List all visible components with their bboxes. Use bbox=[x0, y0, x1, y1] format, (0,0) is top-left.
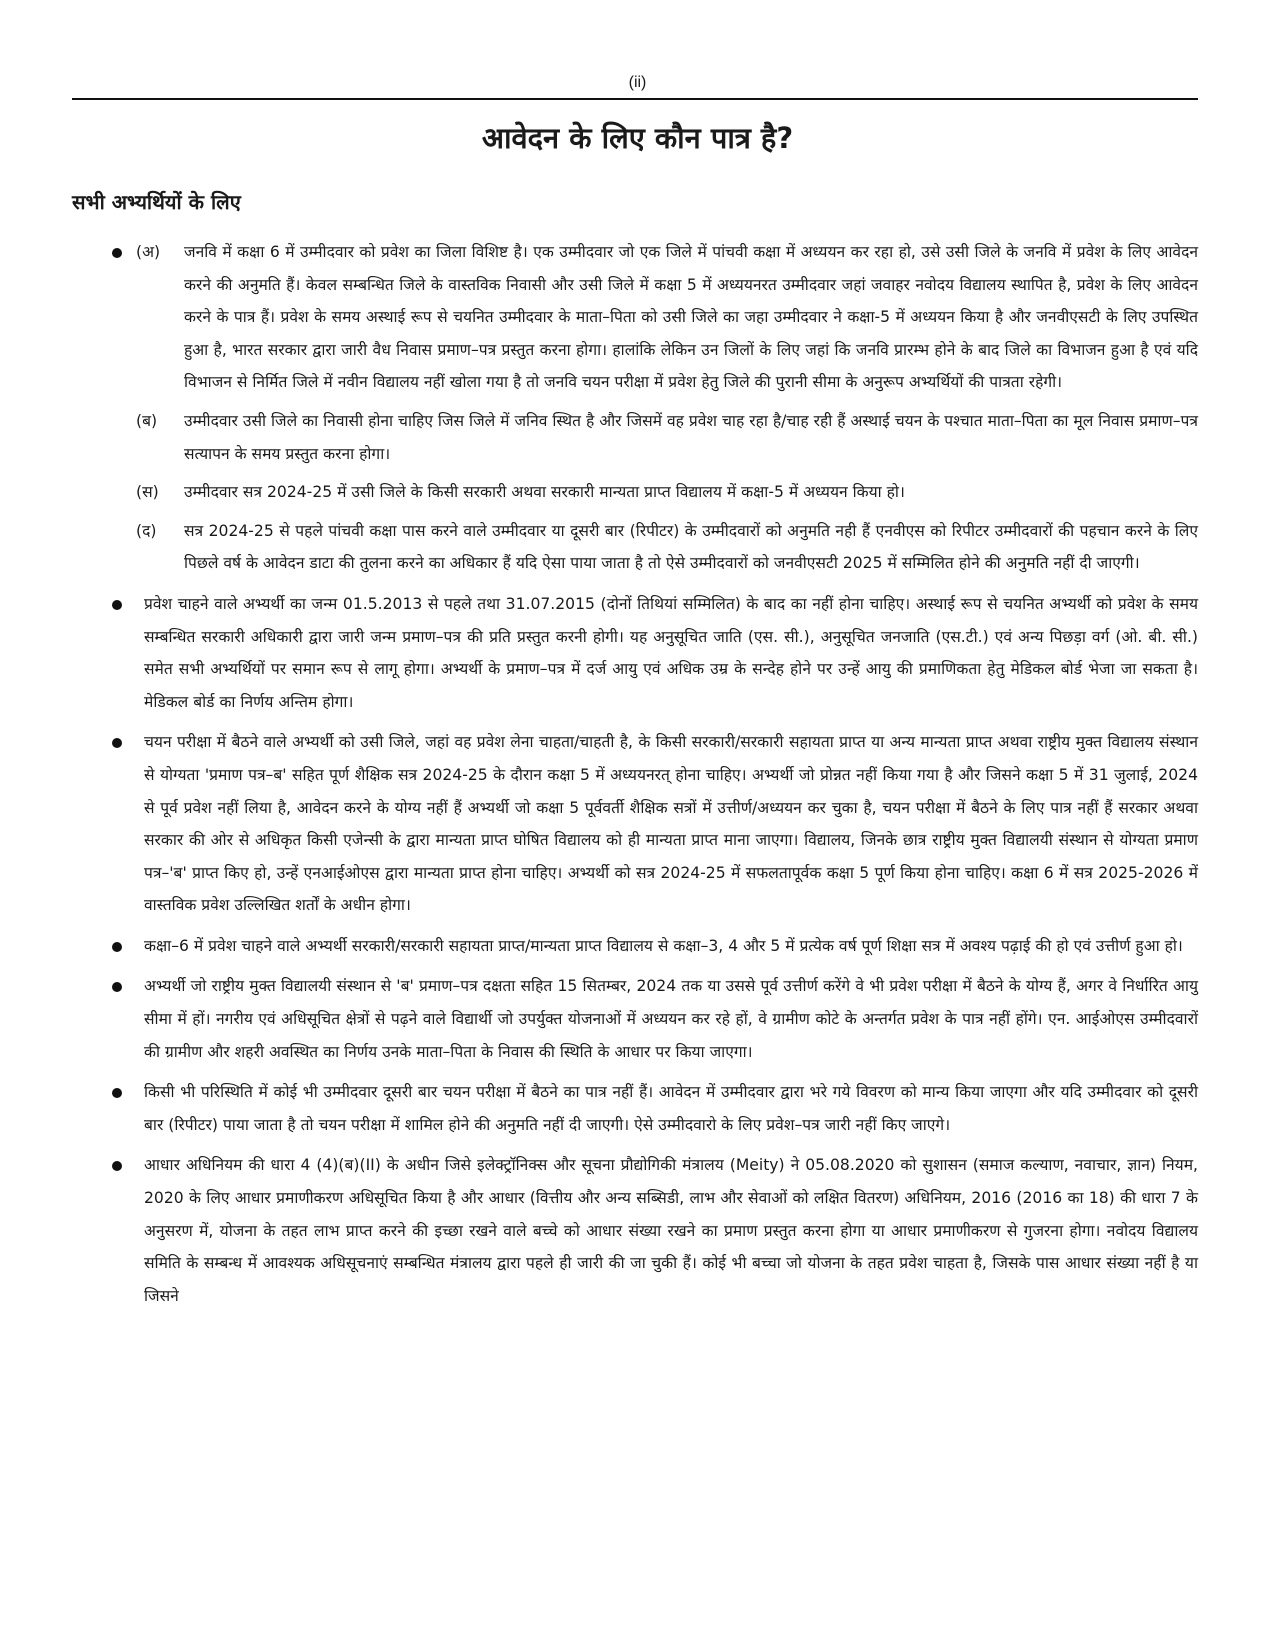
clause-text: उम्मीदवार उसी जिले का निवासी होना चाहिए जिस जिले में जनिव स्थित है और जिसमें वह प्रवेश चाह रहा है/चाह रही हैं अस्थाई चयन के पश्चात माता–पिता का मूल निवास प्रमाण–पत्र सत्यापन के समय प्रस्तुत करना होगा। bbox=[184, 411, 1198, 463]
bullet-icon bbox=[112, 982, 122, 992]
header-rule bbox=[72, 98, 1198, 100]
rule-class-5-study bbox=[118, 726, 1198, 922]
clause-marker: (ब) bbox=[136, 411, 158, 430]
bullet-icon bbox=[112, 1161, 122, 1171]
section-heading: सभी अभ्यर्थियों के लिए bbox=[72, 190, 241, 214]
rule-text: आधार अधिनियम की धारा 4 (4)(ब)(II) के अधीन जिसे इलेक्ट्रॉनिक्स और सूचना प्रौद्योगिकी मंत्रालय (Meity) ने 05.08.2020 को सुशासन (समाज कल्याण, नवाचार, ज्ञान) नियम, 2020 के लिए आधार प्रमाणीकरण अधिसूचित किया है और आधार (वित्तीय और अन्य सब्सिडी, लाभ और सेवाओं को लक्षित वितरण) अधिनियम, 2016 (2016 का 18) की धारा 7 के अनुसरण में, योजना के तहत लाभ प्राप्त करने की इच्छा रखने वाले बच्चे को आधार संख्या रखने का प्रमाण प्रस्तुत करना होगा या आधार प्रमाणीकरण से गुजरना होगा। नवोदय विद्यालय समिति के सम्बन्ध में आवश्यक अधिसूचनाएं सम्बन्धित मंत्रालय द्वारा पहले ही जारी की जा चुकी हैं। कोई भी बच्चा जो योजना के तहत प्रवेश चाहता है, जिसके पास आधार संख्या नहीं है या जिसने bbox=[144, 1156, 1198, 1305]
clause-marker: (अ) bbox=[136, 243, 161, 261]
clause-text: जनवि में कक्षा 6 में उम्मीदवार को प्रवेश का जिला विशिष्ट है। एक उम्मीदवार जो एक जिले में पांचवी कक्षा में अध्ययन कर रहा हो, उसे उसी जिले के जनवि में प्रवेश के लिए आवेदन करने की अनुमति हैं। केवल सम्बन्धित जिले के वास्तविक निवासी और उसी जिले में कक्षा 5 में अध्ययनरत उम्मीदवार जहां जवाहर नवोदय विद्यालय स्थापित है, प्रवेश के लिए आवेदन करने के पात्र हैं। प्रवेश के समय अस्थाई रूप से चयनित उम्मीदवार के माता–पिता को उसी जिले का जहा उम्मीदवार ने कक्षा-5 में अध्ययन किया है और जनवीएसटी के लिए उपस्थित हुआ है, भारत सरकार द्वारा जारी वैध निवास प्रमाण–पत्र प्रस्तुत करना होगा। हालांकि लेकिन उन जिलों के लिए जहां कि जनवि प्रारम्भ होने के बाद जिले का विभाजन हुआ है एवं यदि विभाजन से निर्मित जिले में नवीन विद्यालय नहीं खोला गया है तो जनवि चयन परीक्षा में प्रवेश हेतु जिले की पुरानी सीमा के अनुरूप अभ्यर्थियों की पात्रता रहेगी। bbox=[184, 243, 1198, 392]
eligibility-clause-b bbox=[118, 405, 1198, 470]
page-number: (ii) bbox=[628, 74, 647, 91]
rule-text: चयन परीक्षा में बैठने वाले अभ्यर्थी को उसी जिले, जहां वह प्रवेश लेना चाहता/चाहती है, के किसी सरकारी/सरकारी सहायता प्राप्त या अन्य मान्यता प्राप्त अथवा राष्ट्रीय मुक्त विद्यालय संस्थान से योग्यता 'प्रमाण पत्र–ब' सहित पूर्ण शैक्षिक सत्र 2024-25 के दौरान कक्षा 5 में अध्ययनरत् होना चाहिए। अभ्यर्थी जो प्रोन्नत नहीं किया गया है और जिसने कक्षा 5 में 31 जुलाई, 2024 से पूर्व प्रवेश नहीं लिया है, आवेदन करने के योग्य नहीं हैं अभ्यर्थी जो कक्षा 5 पूर्ववर्ती शैक्षिक सत्रों में उत्तीर्ण/अध्ययन कर चुका है, चयन परीक्षा में बैठने के लिए पात्र नहीं हैं सरकार अथवा सरकार की ओर से अधिकृत किसी एजेन्सी के द्वारा मान्यता प्राप्त घोषित विद्यालय को ही मान्यता प्राप्त माना जाएगा। विद्यालय, जिनके छात्र राष्ट्रीय मुक्त विद्यालयी संस्थान से योग्यता प्रमाण पत्र–'ब' प्राप्त किए हो, उन्हें एनआईओएस द्वारा मान्यता प्राप्त होना चाहिए। अभ्यर्थी को सत्र 2024-25 में सफलतापूर्वक कक्षा 5 पूर्ण किया होना चाहिए। कक्षा 6 में सत्र 2025-2026 में वास्तविक प्रवेश उल्लिखित शर्तों के अधीन होगा। bbox=[144, 733, 1198, 915]
rule-classes-3-4-5 bbox=[118, 930, 1198, 963]
rule-no-repeaters bbox=[118, 1076, 1198, 1141]
eligibility-content bbox=[118, 236, 1198, 1312]
rule-text: कक्षा–6 में प्रवेश चाहने वाले अभ्यर्थी सरकारी/सरकारी सहायता प्राप्त/मान्यता प्राप्त विद्यालय से कक्षा–3, 4 और 5 में प्रत्येक वर्ष पूर्ण शिक्षा सत्र में अवश्य पढ़ाई की हो एवं उत्तीर्ण हुआ हो। bbox=[144, 936, 1183, 955]
rule-text: अभ्यर्थी जो राष्ट्रीय मुक्त विद्यालयी संस्थान से 'ब' प्रमाण–पत्र दक्षता सहित 15 सितम्बर, 2024 तक या उससे पूर्व उत्तीर्ण करेंगे वे भी प्रवेश परीक्षा में बैठने के योग्य हैं, अगर वे निर्धारित आयु सीमा में हों। नगरीय एवं अधिसूचित क्षेत्रों से पढ़ने वाले विद्यार्थी जो उपर्युक्त योजनाओं में अध्ययन कर रहे हों, वे ग्रामीण कोटे के अन्तर्गत प्रवेश के पात्र नहीं होंगे। एन. आईओएस उम्मीदवारों की ग्रामीण और शहरी अवस्थित का निर्णय उनके माता–पिता के निवास की स्थिति के आधार पर किया जाएगा। bbox=[144, 977, 1198, 1061]
clause-text: सत्र 2024-25 से पहले पांचवी कक्षा पास करने वाले उम्मीदवार या दूसरी बार (रिपीटर) के उम्मीदवारों को अनुमति नही हैं एनवीएस को रिपीटर उम्मीदवारों की पहचान करने के लिए पिछले वर्ष के आवेदन डाटा की तुलना करने का अधिकार हैं यदि ऐसा पाया जाता है तो ऐसे उम्मीदवारों को जनवीएसटी 2025 में सम्मिलित होने की अनुमति नहीं दी जाएगी। bbox=[184, 521, 1198, 573]
rule-text: प्रवेश चाहने वाले अभ्यर्थी का जन्म 01.5.2013 से पहले तथा 31.07.2015 (दोनों तिथियां सम्मिलित) के बाद का नहीं होना चाहिए। अस्थाई रूप से चयनित अभ्यर्थी को प्रवेश के समय सम्बन्धित सरकारी अधिकारी द्वारा जारी जन्म प्रमाण–पत्र की प्रति प्रस्तुत करनी होगी। यह अनुसूचित जाति (एस. सी.), अनुसूचित जनजाति (एस.टी.) एवं अन्य पिछड़ा वर्ग (ओ. बी. सी.) समेत सभी अभ्यर्थियों पर समान रूप से लागू होगा। अभ्यर्थी के प्रमाण–पत्र में दर्ज आयु एवं अधिक उम्र के सन्देह होने पर उन्हें आयु की प्रमाणिकता हेतु मेडिकल बोर्ड भेजा जा सकता है। मेडिकल बोर्ड का निर्णय अन्तिम होगा। bbox=[144, 594, 1198, 711]
bullet-icon bbox=[112, 738, 122, 748]
bullet-icon bbox=[112, 942, 122, 952]
rule-text: किसी भी परिस्थिति में कोई भी उम्मीदवार दूसरी बार चयन परीक्षा में बैठने का पात्र नहीं हैं। आवेदन में उम्मीदवार द्वारा भरे गये विवरण को मान्य किया जाएगा और यदि उम्मीदवार को दूसरी बार (रिपीटर) पाया जाता है तो चयन परीक्षा में शामिल होने की अनुमति नहीं दी जाएगी। ऐसे उम्मीदवारो के लिए प्रवेश–पत्र जारी नहीं किए जाएगे। bbox=[144, 1083, 1198, 1134]
rule-nios-candidates bbox=[118, 970, 1198, 1068]
bullet-icon bbox=[112, 1088, 122, 1098]
eligibility-clause-c bbox=[118, 476, 1198, 509]
clause-marker: (स) bbox=[136, 483, 159, 502]
bullet-icon bbox=[112, 600, 122, 610]
clause-marker: (द) bbox=[136, 521, 157, 540]
clause-text: उम्मीदवार सत्र 2024-25 में उसी जिले के किसी सरकारी अथवा सरकारी मान्यता प्राप्त विद्यालय में कक्षा-5 में अध्ययन किया हो। bbox=[184, 483, 905, 502]
eligibility-clause-a bbox=[118, 236, 1198, 399]
rule-aadhaar bbox=[118, 1149, 1198, 1312]
bullet-icon bbox=[112, 248, 122, 258]
eligibility-clause-d bbox=[118, 515, 1198, 580]
page-title: आवेदन के लिए कौन पात्र है? bbox=[481, 121, 794, 155]
rule-date-of-birth bbox=[118, 588, 1198, 718]
